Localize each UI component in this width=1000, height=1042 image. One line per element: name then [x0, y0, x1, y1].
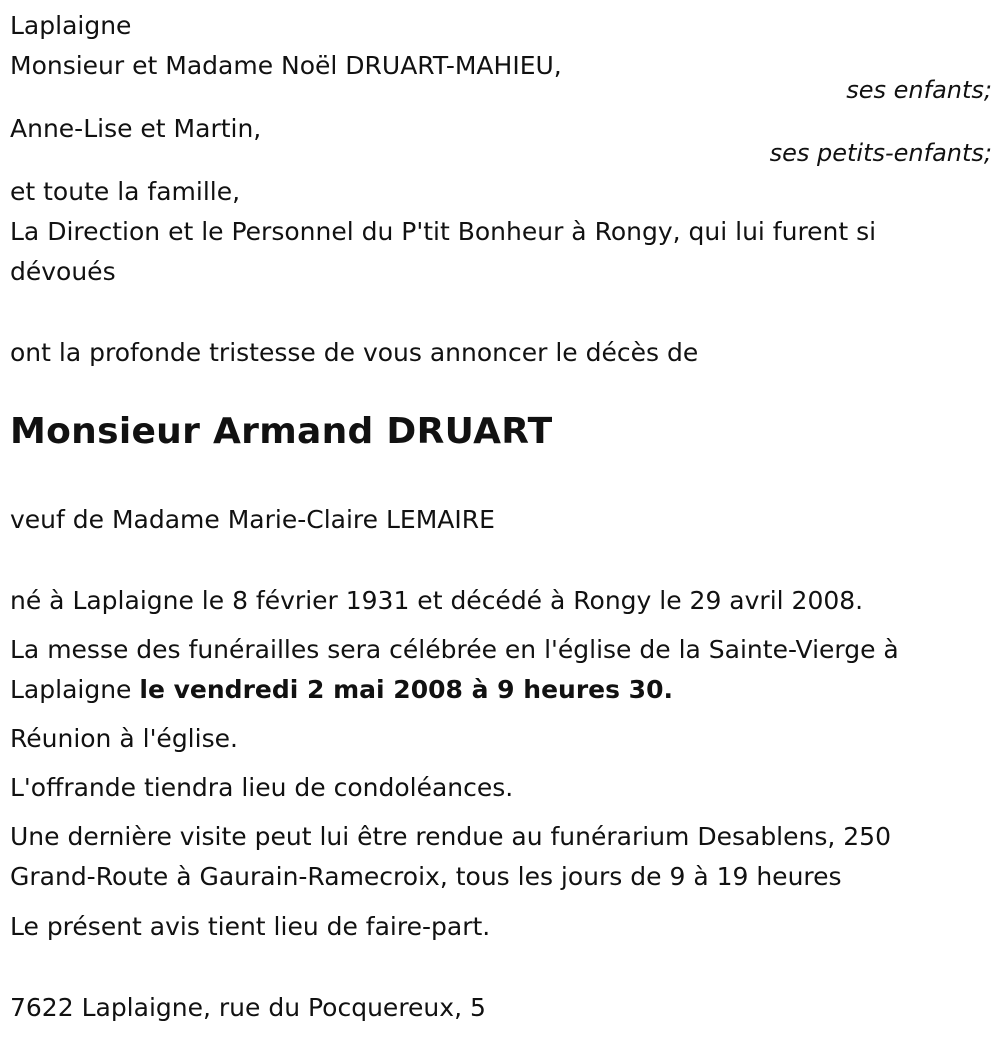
widower-of: veuf de Madame Marie-Claire LEMAIRE [10, 505, 495, 534]
family-line-grandchildren: Anne-Lise et Martin, [10, 114, 262, 143]
family-line-family: et toute la famille, [10, 177, 241, 206]
funeral-details [10, 630, 970, 710]
funeral-date: le vendredi 2 mai 2008 à 9 heures 30. [139, 675, 673, 704]
address: 7622 Laplaigne, rue du Pocquereux, 5 [10, 993, 486, 1022]
birth-death-details: né à Laplaigne le 8 février 1931 et décédé à Rongy le 29 avril 2008. [10, 586, 864, 615]
announcement-text: ont la profonde tristesse de vous annoncer le décès de [10, 338, 699, 367]
deceased-name: Monsieur Armand DRUART [10, 411, 553, 452]
children-role: ses enfants; [846, 76, 992, 104]
funeral-text: La messe des funérailles sera célébrée en l'église de la Sainte-Vierge à Laplaigne [10, 635, 899, 704]
offering-info: L'offrande tiendra lieu de condoléances. [10, 773, 514, 802]
meeting-info: Réunion à l'église. [10, 724, 238, 753]
family-line-staff: La Direction et le Personnel du P'tit Bonheur à Rongy, qui lui furent si dévoués [10, 217, 877, 286]
grandchildren-role: ses petits-enfants; [769, 139, 992, 167]
notice-info: Le présent avis tient lieu de faire-part. [10, 912, 491, 941]
family-line-town: Laplaigne [10, 11, 132, 40]
visit-info: Une dernière visite peut lui être rendue au funérarium Desablens, 250 Grand-Route à Gaurain-Ramecroix, tous les jours de 9 à 19 heures [10, 822, 891, 891]
family-line-children: Monsieur et Madame Noël DRUART-MAHIEU, [10, 51, 562, 80]
